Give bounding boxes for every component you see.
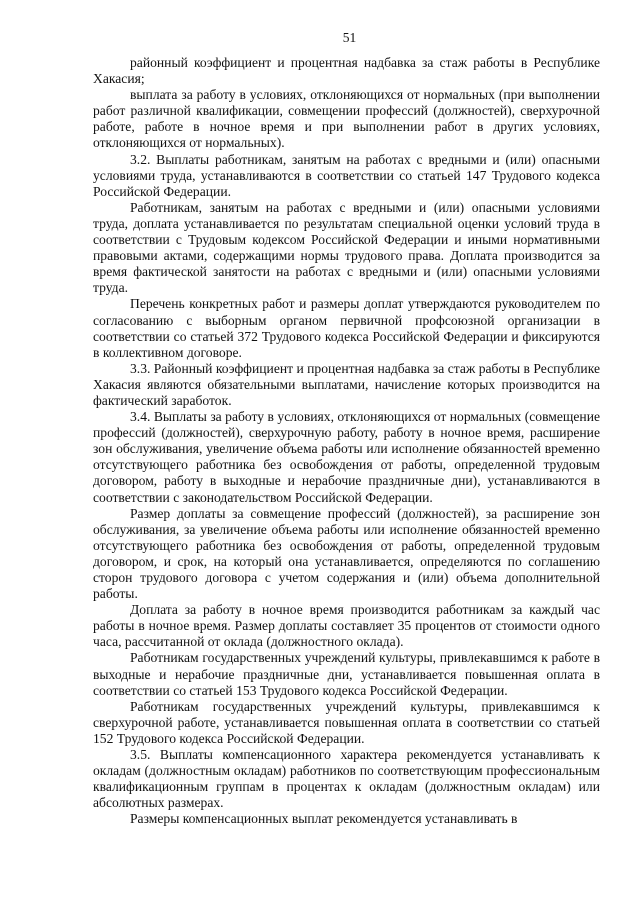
document-page bbox=[93, 30, 600, 828]
paragraph-regional-coefficient: районный коэффициент и процентная надбавка за стаж работы в Республике Хакасия; bbox=[93, 55, 600, 87]
paragraph-overtime-work: Работникам государственных учреждений культуры, привлекавшимся к сверхурочной работе, устанавливается повышенная оплата в соответствии со статьей 152 Трудового кодекса Российской Федерации. bbox=[93, 698, 600, 746]
paragraph-weekend-work: Работникам государственных учреждений культуры, привлекавшимся к работе в выходные и нерабочие праздничные дни, устанавливается повышенная оплата в соответствии со статьей 153 Трудового кодекса Российской Федерации. bbox=[93, 650, 600, 698]
page-number: 51 bbox=[342, 30, 357, 45]
paragraph-section-3-3: 3.3. Районный коэффициент и процентная надбавка за стаж работы в Республике Хакасия являются обязательными выплатами, начисление которых производится на фактический заработок. bbox=[93, 360, 600, 408]
paragraph-night-work: Доплата за работу в ночное время производится работникам за каждый час работы в ночное время. Размер доплаты составляет 35 процентов от стоимости одного часа, рассчитанной от оклада (должностного оклада). bbox=[93, 602, 600, 650]
paragraph-section-3-5: 3.5. Выплаты компенсационного характера рекомендуется устанавливать к окладам (должностным окладам) работников по соответствующим профессиональным квалификационным группам в процентах к окладам (должностным окладам) или абсолютных размерах. bbox=[93, 747, 600, 811]
paragraph-compensation-amounts: Размеры компенсационных выплат рекомендуется устанавливать в bbox=[130, 811, 518, 827]
paragraph-list-of-works: Перечень конкретных работ и размеры доплат утверждаются руководителем по согласованию с выборным органом первичной профсоюзной организации в соответствии со статьей 372 Трудового кодекса Российской Федерации и фиксируются в коллективном договоре. bbox=[93, 296, 600, 360]
paragraph-section-3-4: 3.4. Выплаты за работу в условиях, отклоняющихся от нормальных (совмещение профессий (должностей), сверхурочную работу, работу в ночное время, расширение зон обслуживания, увеличение объема работы или исполнение обязанностей временно отсутствующего работника без освобождения от работы, определенной трудовым договором, работу в выходные и нерабочие праздничные дни), устанавливаются в соответствии с законодательством Российской Федерации. bbox=[93, 409, 600, 505]
paragraph-section-3-2: 3.2. Выплаты работникам, занятым на работах с вредными и (или) опасными условиями труда, устанавливаются в соответствии со статьей 147 Трудового кодекса Российской Федерации. bbox=[93, 151, 600, 199]
paragraph-hazardous-conditions-surcharge: Работникам, занятым на работах с вредными и (или) опасными условиями труда, доплата устанавливается по результатам специальной оценки условий труда в соответствии с Трудовым кодексом Российской Федерации и иными нормативными правовыми актами, содержащими нормы трудового права. Доплата производится за время фактической занятости на работах с вредными и (или) опасными условиями труда. bbox=[93, 199, 600, 296]
paragraph-abnormal-conditions-payment: выплата за работу в условиях, отклоняющихся от нормальных (при выполнении работ различной квалификации, совмещении профессий (должностей), сверхурочной работе, работе в ночное время и при выполнении работ в других условиях, отклоняющихся от нормальных). bbox=[93, 87, 600, 151]
paragraph-combination-surcharge: Размер доплаты за совмещение профессий (должностей), за расширение зон обслуживания, за увеличение объема работы или исполнение обязанностей временно отсутствующего работника без освобождения от работы, определенной трудовым договором, и срок, на который она устанавливается, определяются по соглашению сторон трудового договора с учетом содержания и (или) объема дополнительной работы. bbox=[93, 505, 600, 602]
